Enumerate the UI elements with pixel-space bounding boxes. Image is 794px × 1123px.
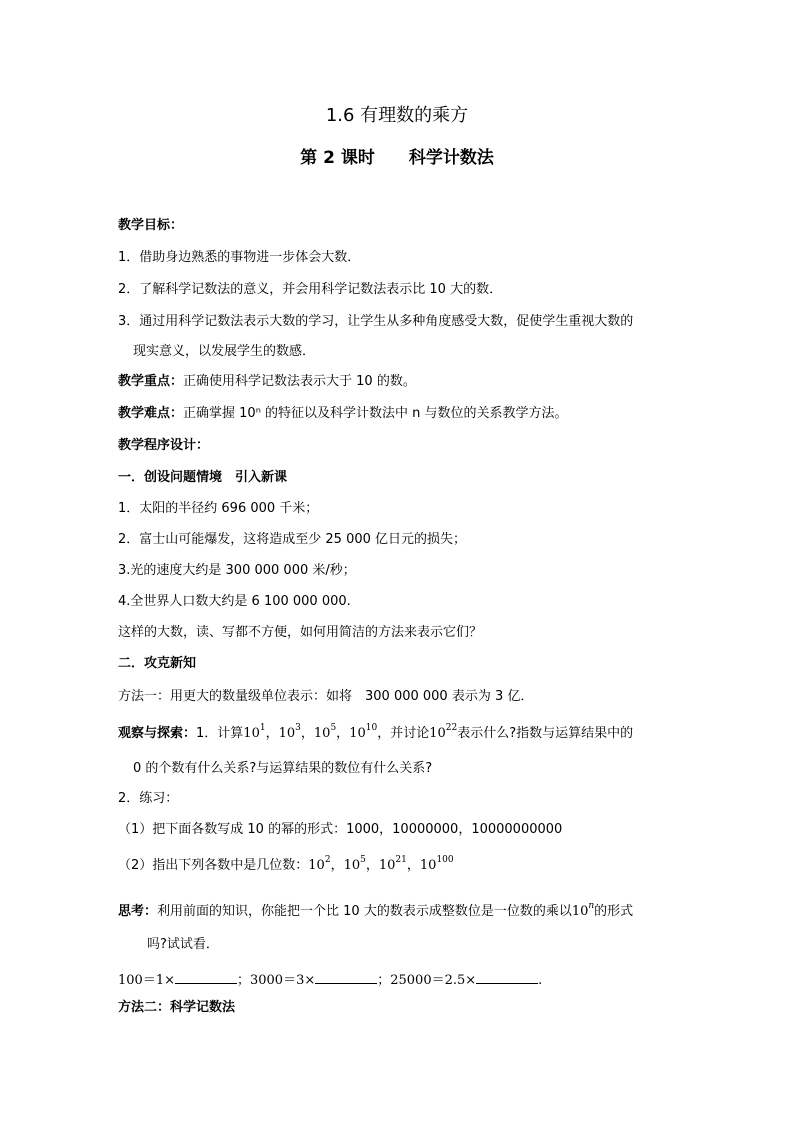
observe-mid: ，并讨论: [377, 726, 430, 741]
power-10-2: $10^2$: [308, 854, 331, 873]
think-line-2: 吗?试试看．: [147, 937, 219, 952]
key-point: [118, 373, 416, 391]
page-subtitle: [0, 146, 794, 170]
goal-item-3-cont: 现实意义，以发展学生的数感．: [133, 344, 316, 359]
method-two: 方法二：科学记数法: [118, 1000, 236, 1015]
goals-heading: 教学目标：: [118, 218, 184, 233]
practice-1: （1）把下面各数写成 10 的幂的形式：1000，10000000，10000000000: [118, 822, 563, 837]
blank-3[interactable]: [476, 970, 538, 984]
goal-item-2: 2．了解科学记数法的意义，并会用科学记数法表示比 10 大的数．: [118, 282, 503, 297]
think-label: 思考：: [118, 904, 158, 919]
fill-blanks: [118, 970, 542, 990]
section2-heading: 二．攻克新知: [118, 656, 197, 671]
power-10-3: $10^3$: [278, 722, 301, 741]
fill-b: ；3000＝3×: [236, 973, 316, 988]
section1-item-1: 1．太阳的半径约 696 000 千米；: [118, 501, 319, 516]
method-one: 方法一：用更大的数量级单位表示：如将 300 000 000 表示为 3 亿．: [118, 689, 534, 704]
think-post: 的形式: [594, 904, 634, 919]
key-point-label: 教学重点：: [118, 374, 184, 389]
think-line: [118, 900, 634, 921]
observe-pre: 1．计算: [196, 726, 244, 741]
fill-a: 100＝1×: [118, 973, 175, 988]
power-10-1: $10^1$: [243, 722, 266, 741]
fill-c: ；25000＝2.5×: [377, 973, 477, 988]
power-10-n: 10$^n$: [571, 900, 595, 919]
difficulty-label: 教学难点：: [118, 406, 184, 421]
observe-post: 表示什么?指数与运算结果中的: [457, 726, 634, 741]
key-point-text: 正确使用科学记数法表示大于 10 的数。: [183, 374, 416, 389]
power-10-10: $10^{10}$: [349, 722, 378, 741]
blank-2[interactable]: [315, 970, 377, 984]
section1-item-2: 2．富士山可能爆发，这将造成至少 25 000 亿日元的损失；: [118, 532, 467, 547]
practice-2: （2）指出下列各数中是几位数：$10^2$，$10^5$，$10^{21}$，$10^{100}$: [118, 854, 454, 873]
section1-heading: 一．创设问题情境 引入新课: [118, 470, 288, 485]
fill-end: .: [538, 973, 543, 988]
power-10-21: $10^{21}$: [378, 854, 407, 873]
section1-item-4: 4.全世界人口数大约是 6 100 000 000.: [118, 594, 351, 609]
section1-item-3: 3.光的速度大约是 300 000 000 米/秒；: [118, 563, 356, 578]
power-10-22: $10^{22}$: [429, 722, 458, 741]
goal-item-1: 1．借助身边熟悉的事物进一步体会大数．: [118, 250, 361, 265]
observe-line-2: 0 的个数有什么关系?与运算结果的数位有什么关系?: [133, 761, 433, 776]
procedure-heading: 教学程序设计：: [118, 438, 210, 453]
difficulty-text: 正确掌握 10ⁿ 的特征以及科学计数法中 n 与数位的关系教学方法。: [183, 406, 568, 421]
subtitle-lesson: 第 2 课时: [300, 148, 375, 168]
section1-question: 这样的大数，读、写都不方便，如何用简洁的方法来表示它们？: [118, 625, 483, 640]
observe-line: 观察与探索：1．计算$10^1$，$10^3$，$10^5$，$10^{10}$，并讨论$10^{22}$表示什么?指数与运算结果中的: [118, 722, 634, 741]
power-10-100: $10^{100}$: [419, 854, 454, 873]
observe-label: 观察与探索：: [118, 726, 197, 741]
practice-heading: 2．练习：: [118, 791, 179, 806]
think-text: 利用前面的知识，你能把一个比 10 大的数表示成整数位是一位数的乘以: [157, 904, 572, 919]
blank-1[interactable]: [175, 970, 237, 984]
power-10-5b: $10^5$: [343, 854, 366, 873]
power-10-5: $10^5$: [313, 722, 337, 741]
subtitle-topic: 科学计数法: [408, 148, 494, 168]
goal-item-3: 3．通过用科学记数法表示大数的学习，让学生从多种角度感受大数，促使学生重视大数的: [118, 314, 634, 329]
page-title: 1.6 有理数的乘方: [325, 105, 469, 126]
difficulty: [118, 405, 568, 423]
practice-2-pre: （2）指出下列各数中是几位数：: [118, 858, 309, 873]
